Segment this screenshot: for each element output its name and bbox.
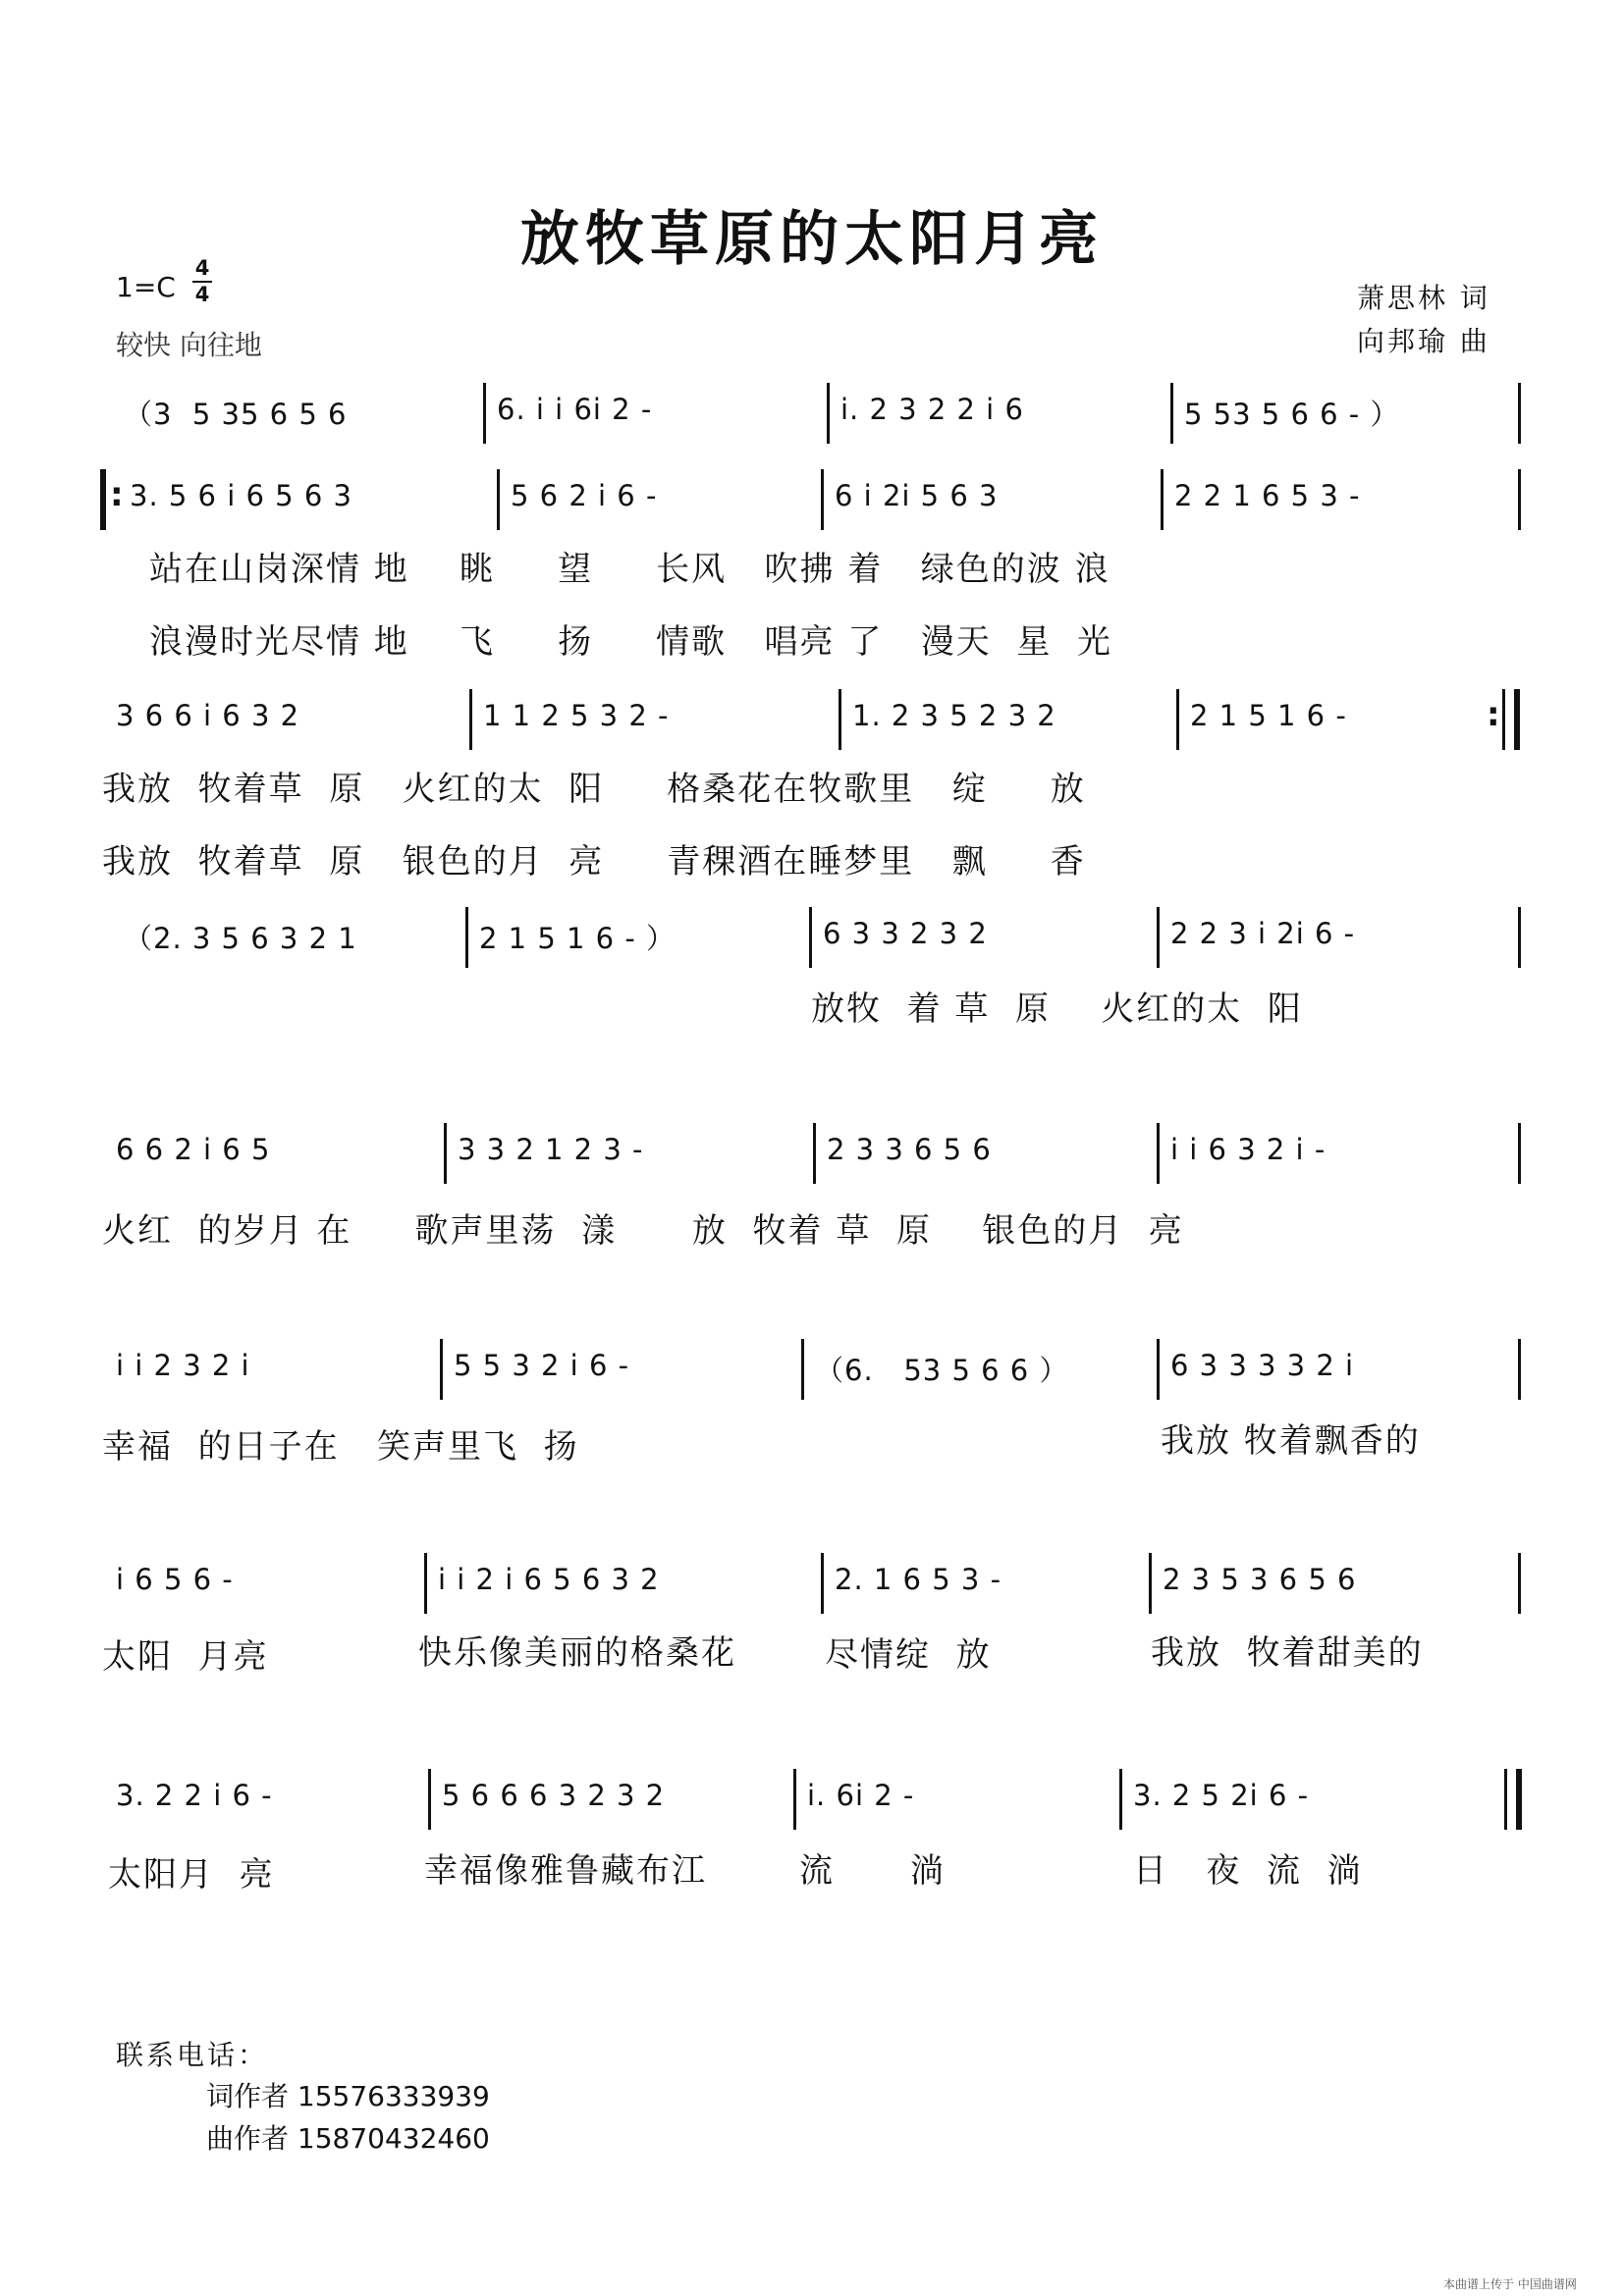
measure: （3 5 35 6 5 6 — [124, 398, 348, 431]
measure: 5 6 6 6 3 2 3 2 — [442, 1779, 666, 1812]
barline — [1157, 907, 1160, 968]
measure: 6 i 2i 5 6 3 — [835, 479, 999, 512]
barline — [821, 1553, 824, 1614]
repeat-dots: : — [110, 475, 124, 514]
time-signature — [192, 257, 212, 306]
lyric-line-verse-2: 我放 牧着草 原 银色的月 亮 青稞酒在睡梦里 飘 香 — [102, 842, 1086, 881]
measure: 5 5 3 2 i 6 - — [454, 1349, 630, 1382]
key-text: 1=C — [116, 271, 176, 303]
barline — [440, 1339, 443, 1400]
lyricist-phone: 词作者 15576333939 — [206, 2080, 490, 2112]
lyric-line: 幸福像雅鲁藏布江 — [424, 1851, 707, 1891]
lyric-line: 放牧 着 草 原 火红的太 阳 — [811, 989, 1303, 1029]
barline — [1504, 1769, 1507, 1830]
measure: 2. 1 6 5 3 - — [835, 1563, 1002, 1596]
barline — [1502, 689, 1505, 750]
final-barline — [1516, 1769, 1522, 1830]
barline — [424, 1553, 427, 1614]
measure: i. 2 3 2 2 i 6 — [840, 393, 1024, 426]
barline — [1176, 689, 1179, 750]
lyric-line: 我放 牧着飘香的 — [1161, 1421, 1421, 1461]
measure: 1 1 2 5 3 2 - — [483, 699, 670, 732]
barline — [1149, 1553, 1152, 1614]
measure: 2 1 5 1 6 - — [1190, 699, 1347, 732]
barline — [497, 469, 500, 530]
lyric-line: 火红 的岁月 在 歌声里荡 漾 放 牧着 草 原 银色的月 亮 — [102, 1211, 1184, 1251]
barline — [839, 689, 841, 750]
lyric-line: 日 夜 流 淌 — [1133, 1851, 1363, 1891]
measure: 6 3 3 2 3 2 — [823, 917, 988, 950]
lyric-line-verse-1: 站在山岗深情 地 眺 望 长风 吹拂 着 绿色的波 浪 — [149, 550, 1110, 589]
lyric-line: 幸福 的日子在 笑声里飞 扬 — [102, 1427, 579, 1467]
lyric-line-verse-2: 浪漫时光尽情 地 飞 扬 情歌 唱亮 了 漫天 星 光 — [149, 622, 1112, 662]
lyric-line: 尽情绽 放 — [825, 1635, 992, 1675]
lyric-line: 太阳 月亮 — [102, 1637, 269, 1677]
measure: i i 2 3 2 i — [116, 1349, 250, 1382]
barline — [809, 907, 812, 968]
barline — [1119, 1769, 1122, 1830]
lyric-line: 快乐像美丽的格桑花 — [418, 1633, 736, 1673]
measure: 3. 5 6 i 6 5 6 3 — [130, 479, 352, 512]
measure: 1. 2 3 5 2 3 2 — [852, 699, 1056, 732]
barline — [1157, 1123, 1160, 1184]
composer-phone: 曲作者 15870432460 — [206, 2122, 490, 2155]
measure: 6. i i 6i 2 - — [497, 393, 653, 426]
barline — [444, 1123, 447, 1184]
barline — [1518, 469, 1521, 530]
barline — [483, 383, 486, 444]
measure: 2 2 1 6 5 3 - — [1174, 479, 1361, 512]
measure: i i 2 i 6 5 6 3 2 — [438, 1563, 660, 1596]
measure: 5 53 5 6 6 - ） — [1184, 398, 1400, 431]
lyric-line: 太阳月 亮 — [108, 1855, 275, 1895]
barline — [827, 383, 830, 444]
barline — [469, 689, 472, 750]
composer-credit: 向邦瑜 曲 — [1357, 325, 1490, 357]
barline — [813, 1123, 816, 1184]
measure: （6. 53 5 6 6 ） — [815, 1354, 1069, 1387]
song-title: 放牧草原的太阳月亮 — [520, 205, 1104, 274]
lyric-line: 我放 牧着甜美的 — [1151, 1633, 1424, 1673]
lyric-line-verse-1: 我放 牧着草 原 火红的太 阳 格桑花在牧歌里 绽 放 — [102, 770, 1086, 809]
lyric-line: 流 淌 — [799, 1851, 946, 1891]
repeat-start-barline — [100, 469, 106, 530]
key-signature — [116, 271, 176, 303]
repeat-end-barline — [1514, 689, 1520, 750]
measure: 5 6 2 i 6 - — [511, 479, 658, 512]
barline — [801, 1339, 804, 1400]
measure: i. 6i 2 - — [807, 1779, 915, 1812]
measure: 2 3 5 3 6 5 6 — [1163, 1563, 1357, 1596]
barline — [1170, 383, 1173, 444]
barline — [1518, 1123, 1521, 1184]
contact-label: 联系电话： — [116, 2039, 269, 2071]
measure: 2 2 3 i 2i 6 - — [1170, 917, 1356, 950]
barline — [1518, 1339, 1521, 1400]
measure: 3. 2 2 i 6 - — [116, 1779, 273, 1812]
barline — [793, 1769, 796, 1830]
measure: 3 6 6 i 6 3 2 — [116, 699, 300, 732]
measure: 6 3 3 3 3 2 i — [1170, 1349, 1355, 1382]
tempo-marking: 较快 向往地 — [116, 329, 262, 361]
measure: 6 6 2 i 6 5 — [116, 1133, 271, 1166]
measure: 2 1 5 1 6 - ） — [479, 922, 677, 955]
barline — [428, 1769, 431, 1830]
measure: 3 3 2 1 2 3 - — [458, 1133, 644, 1166]
repeat-dots: : — [1487, 695, 1500, 734]
barline — [1161, 469, 1164, 530]
barline — [1157, 1339, 1160, 1400]
barline — [1518, 1553, 1521, 1614]
measure: 3. 2 5 2i 6 - — [1133, 1779, 1310, 1812]
measure: （2. 3 5 6 3 2 1 — [124, 922, 357, 955]
measure: i i 6 3 2 i - — [1170, 1133, 1326, 1166]
lyricist-credit: 萧思林 词 — [1357, 282, 1490, 314]
measure: i 6 5 6 - — [116, 1563, 234, 1596]
barline — [1518, 907, 1521, 968]
upload-footnote: 本曲谱上传于 中国曲谱网 — [1443, 2277, 1577, 2291]
time-numerator: 4 — [194, 256, 210, 280]
barline — [821, 469, 824, 530]
barline — [465, 907, 468, 968]
barline — [1518, 383, 1521, 444]
time-denominator: 4 — [194, 283, 210, 306]
measure: 2 3 3 6 5 6 — [827, 1133, 992, 1166]
